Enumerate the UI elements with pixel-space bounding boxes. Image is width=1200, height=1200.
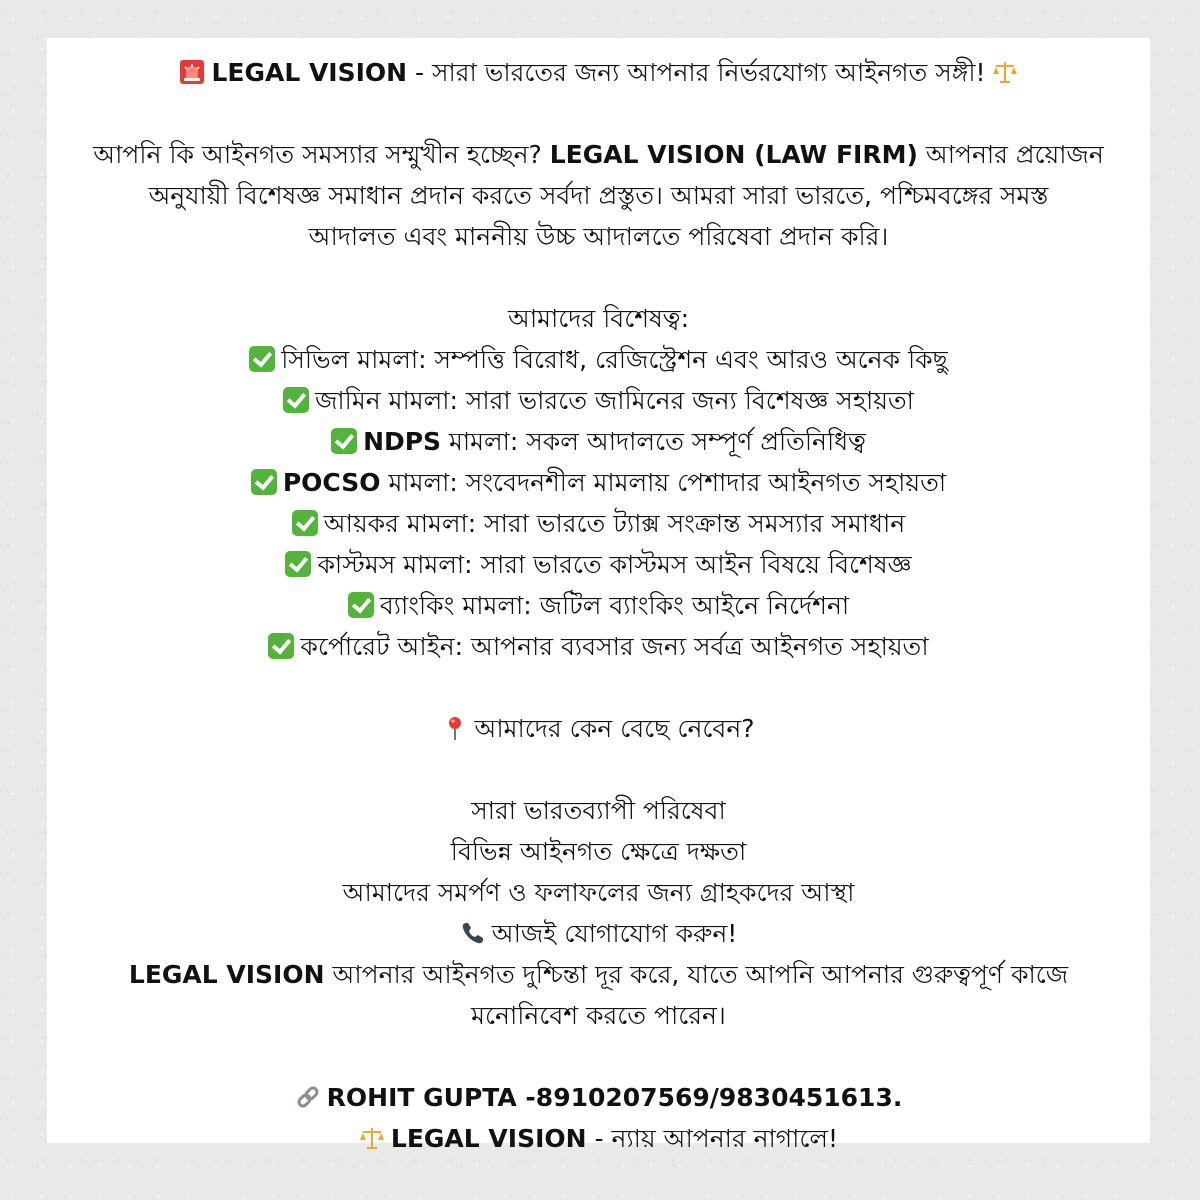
contact-line-1: [47, 954, 1150, 995]
why-question: আমাদের কেন বেছে নেবেন?: [474, 714, 755, 743]
header-brand: LEGAL VISION: [211, 58, 408, 87]
intro-line-2: অনুযায়ী বিশেষজ্ঞ সমাধান প্রদান করতে সর্বদা প্রস্তুত। আমরা সারা ভারতে, পশ্চিমবঙ্গের সমস্ত: [148, 181, 1049, 210]
specialty-text: সিভিল মামলা: সম্পত্তি বিরোধ, রেজিস্ট্রেশন এবং আরও অনেক কিছু: [281, 345, 948, 374]
specialty-text: জামিন মামলা: সারা ভারতে জামিনের জন্য বিশেষজ্ঞ সহায়তা: [315, 386, 914, 415]
footer-contact: ROHIT GUPTA -8910207569/9830451613.: [326, 1083, 903, 1112]
specialty-item: [47, 544, 1150, 585]
why-question-line: [47, 708, 1150, 749]
specialty-item: [47, 462, 1150, 503]
specialty-item: [47, 339, 1150, 380]
contact-cta: আজই যোগাযোগ করুন!: [491, 919, 738, 948]
intro-text: আপনি কি আইনগত সমস্যার সম্মুখীন হচ্ছেন?: [93, 140, 550, 169]
spacer: [47, 667, 1150, 708]
spacer: [47, 93, 1150, 134]
why-point: সারা ভারতব্যাপী পরিষেবা: [471, 796, 726, 825]
intro-text-end: আপনার প্রয়োজন: [917, 140, 1104, 169]
footer-tagline: - ন্যায় আপনার নাগালে!: [586, 1124, 839, 1153]
telephone-icon: [460, 917, 486, 943]
contact-text: আপনার আইনগত দুশ্চিন্তা দূর করে, যাতে আপনি আপনার গুরুত্বপূর্ণ কাজে: [324, 960, 1069, 989]
footer-brand: LEGAL VISION: [390, 1124, 587, 1153]
check-mark-icon: [331, 428, 357, 454]
why-point: বিভিন্ন আইনগত ক্ষেত্রে দক্ষতা: [450, 837, 747, 866]
spacer: [47, 1036, 1150, 1077]
specialty-item: [47, 626, 1150, 667]
check-mark-icon: [249, 346, 275, 372]
balance-scale-icon: [359, 1122, 385, 1148]
specialty-bold: POCSO: [282, 468, 381, 497]
specialty-text: মামলা: সংবেদনশীল মামলায় পেশাদার আইনগত সহায়তা: [380, 468, 947, 497]
specialty-text: আয়কর মামলা: সারা ভারতে ট্যাক্স সংক্রান্ত সমস্যার সমাধান: [323, 509, 906, 538]
specialty-bold: NDPS: [363, 427, 442, 456]
rotating-light-icon: [179, 56, 205, 82]
post-card: [47, 38, 1150, 1153]
intro-line-3: আদালত এবং মাননীয় উচ্চ আদালতে পরিষেবা প্রদান করি।: [308, 222, 889, 251]
footer-tagline-line: [47, 1118, 1150, 1159]
check-mark-icon: [283, 387, 309, 413]
header-text: - সারা ভারতের জন্য আপনার নির্ভরযোগ্য আইনগত সঙ্গী!: [407, 58, 986, 87]
header-line: [47, 52, 1150, 93]
check-mark-icon: [285, 551, 311, 577]
link-icon: [295, 1081, 321, 1107]
check-mark-icon: [268, 633, 294, 659]
contact-cta-line: [47, 913, 1150, 954]
check-mark-icon: [348, 592, 374, 618]
intro-brand: LEGAL VISION (LAW FIRM): [549, 140, 918, 169]
specialty-item: [47, 421, 1150, 462]
contact-line-2: মনোনিবেশ করতে পারেন।: [471, 1001, 726, 1030]
contact-brand: LEGAL VISION: [128, 960, 325, 989]
specialty-text: মামলা: সকল আদালতে সম্পূর্ণ প্রতিনিধিত্ব: [441, 427, 866, 456]
balance-scale-icon: [992, 56, 1018, 82]
specialty-text: কর্পোরেট আইন: আপনার ব্যবসার জন্য সর্বত্র আইনগত সহায়তা: [300, 632, 929, 661]
why-point: আমাদের সমর্পণ ও ফলাফলের জন্য গ্রাহকদের আস্থা: [342, 878, 855, 907]
specialty-item: [47, 585, 1150, 626]
footer-contact-line: [47, 1077, 1150, 1118]
spacer: [47, 749, 1150, 790]
specialty-text: কাস্টমস মামলা: সারা ভারতে কাস্টমস আইন বিষয়ে বিশেষজ্ঞ: [317, 550, 912, 579]
intro-line-1: [47, 134, 1150, 175]
spacer: [47, 257, 1150, 298]
specialty-text: ব্যাংকিং মামলা: জটিল ব্যাংকিং আইনে নির্দেশনা: [379, 591, 850, 620]
round-pushpin-icon: [442, 712, 468, 738]
specialty-item: [47, 380, 1150, 421]
specialties-heading: আমাদের বিশেষত্ব:: [507, 304, 690, 333]
specialty-item: [47, 503, 1150, 544]
check-mark-icon: [292, 510, 318, 536]
check-mark-icon: [251, 469, 277, 495]
